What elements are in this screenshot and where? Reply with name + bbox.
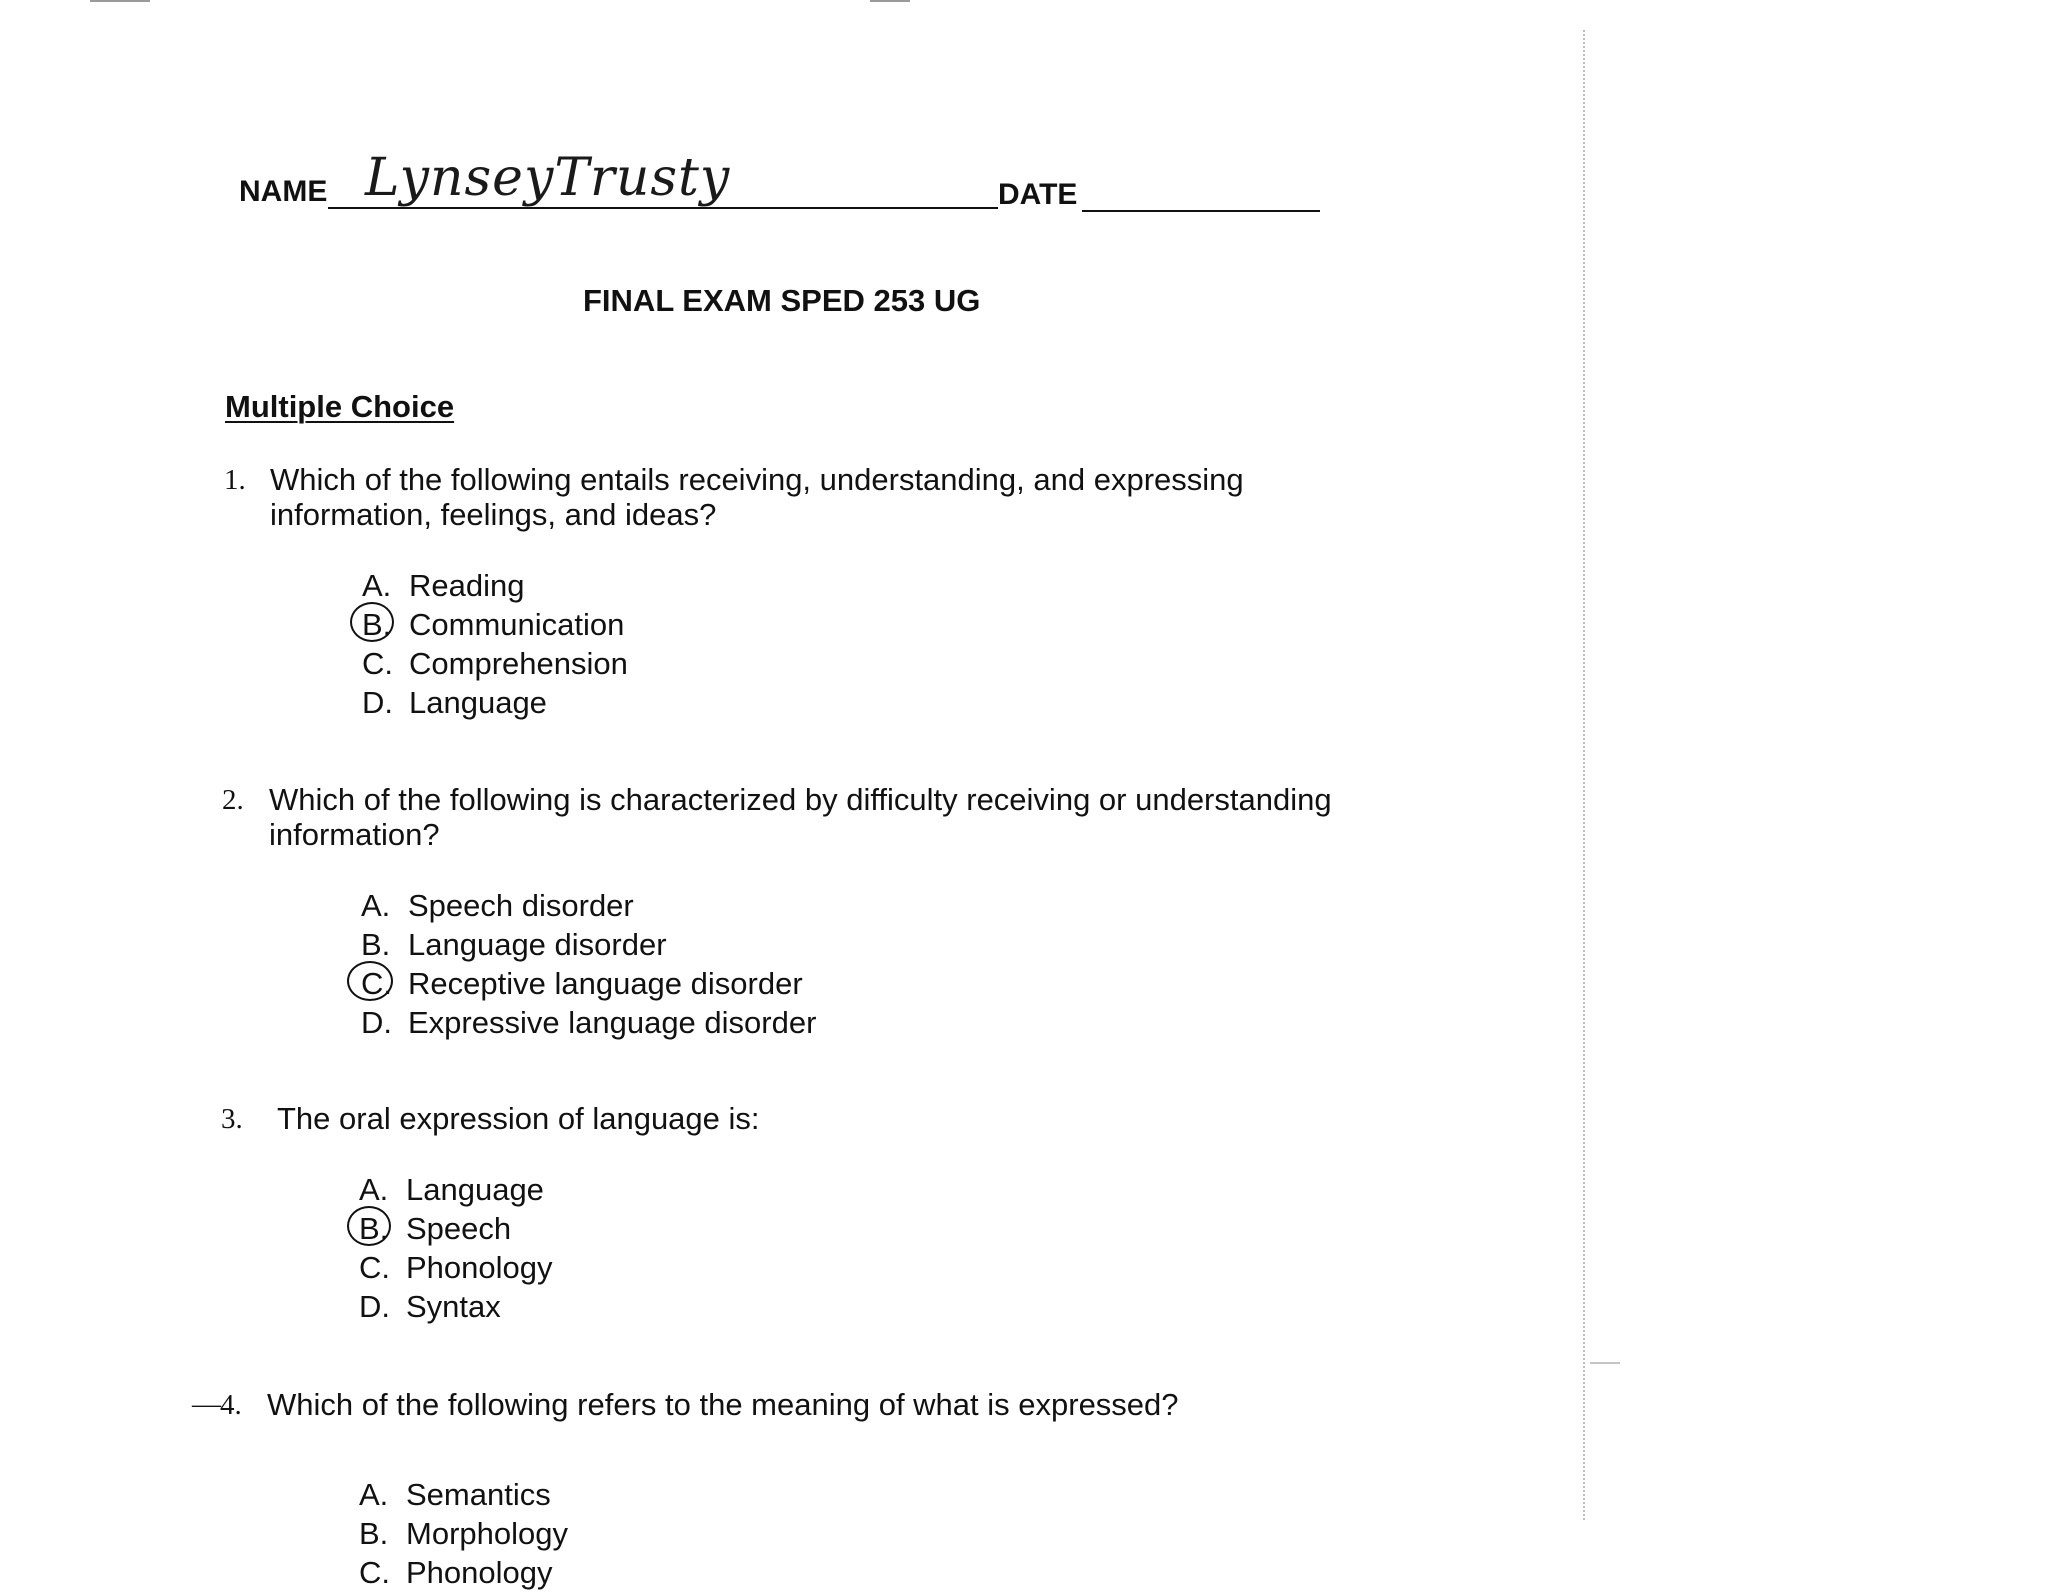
answer-choice-circled	[361, 964, 816, 1003]
student-name-signature: LynseyTrusty	[365, 148, 731, 208]
answer-choice	[359, 1248, 553, 1287]
choice-letter: C.	[361, 966, 408, 1002]
question-number: 1.	[224, 464, 246, 496]
choice-letter: C.	[359, 1249, 390, 1285]
answer-choice	[362, 683, 628, 722]
choice-text: Language	[406, 1171, 544, 1207]
scan-speck	[870, 0, 910, 2]
circled-answer-mark	[347, 1206, 391, 1246]
answer-choice	[359, 1514, 568, 1553]
choice-letter: B.	[359, 1515, 389, 1551]
margin-dash-mark: —	[192, 1388, 221, 1420]
question-number: 4.	[220, 1389, 242, 1421]
date-label: DATE	[998, 178, 1078, 211]
scan-speck	[90, 0, 150, 2]
choice-letter: A.	[362, 567, 392, 603]
answer-choice-circled	[362, 605, 628, 644]
choice-text: Receptive language disorder	[408, 965, 803, 1001]
answer-choice	[362, 644, 628, 683]
choice-letter: D.	[362, 684, 393, 720]
question-number: 2.	[222, 784, 244, 816]
choice-text: Expressive language disorder	[408, 1004, 817, 1040]
answer-choice	[362, 566, 628, 605]
choice-letter: B.	[361, 926, 391, 962]
answer-choice	[359, 1475, 568, 1514]
choice-text: Comprehension	[409, 645, 628, 681]
choice-letter: C.	[362, 645, 393, 681]
answer-choices	[361, 886, 816, 1042]
question-number: 3.	[221, 1103, 243, 1135]
choice-letter: A.	[359, 1476, 389, 1512]
choice-text: Communication	[409, 606, 625, 642]
name-label: NAME	[239, 175, 328, 208]
question-text-line: Which of the following is characterized by difficulty receiving or understanding	[269, 782, 1332, 817]
choice-text: Semantics	[406, 1476, 551, 1512]
circled-answer-mark	[350, 602, 394, 642]
question-text-line: Which of the following refers to the meaning of what is expressed?	[267, 1387, 1179, 1422]
answer-choice	[361, 886, 816, 925]
section-title: Multiple Choice	[225, 389, 455, 424]
choice-text: Reading	[409, 567, 525, 603]
choice-text: Syntax	[406, 1288, 501, 1324]
question-text-line: Which of the following entails receiving, understanding, and expressing	[270, 462, 1244, 497]
choice-letter: A.	[359, 1171, 389, 1207]
choice-text: Language	[409, 684, 547, 720]
choice-letter: B.	[359, 1211, 406, 1247]
answer-choice	[361, 925, 816, 964]
exam-title: FINAL EXAM SPED 253 UG	[583, 283, 981, 318]
choice-text: Phonology	[406, 1554, 553, 1590]
question-text-line: information?	[269, 817, 440, 852]
choice-text: Morphology	[406, 1515, 568, 1551]
answer-choice	[359, 1553, 568, 1592]
answer-choices	[359, 1475, 568, 1592]
answer-choice	[359, 1170, 553, 1209]
question-text-line: information, feelings, and ideas?	[270, 497, 717, 532]
choice-letter: A.	[361, 887, 391, 923]
choice-text: Language disorder	[408, 926, 667, 962]
choice-letter: D.	[359, 1288, 390, 1324]
choice-text: Speech	[406, 1210, 512, 1246]
answer-choice-circled	[359, 1209, 553, 1248]
choice-text: Speech disorder	[408, 887, 634, 923]
choice-text: Phonology	[406, 1249, 553, 1285]
answer-choices	[362, 566, 628, 722]
circled-answer-mark	[347, 961, 393, 1001]
date-line	[1082, 210, 1320, 212]
answer-choice	[361, 1003, 816, 1042]
scan-speck	[1590, 1362, 1620, 1364]
answer-choices	[359, 1170, 553, 1326]
choice-letter: B.	[362, 607, 409, 643]
answer-choice	[359, 1287, 553, 1326]
choice-letter: C.	[359, 1554, 390, 1590]
choice-letter: D.	[361, 1004, 392, 1040]
question-text-line: The oral expression of language is:	[277, 1101, 760, 1136]
scan-dotted-edge	[1583, 30, 1585, 1520]
